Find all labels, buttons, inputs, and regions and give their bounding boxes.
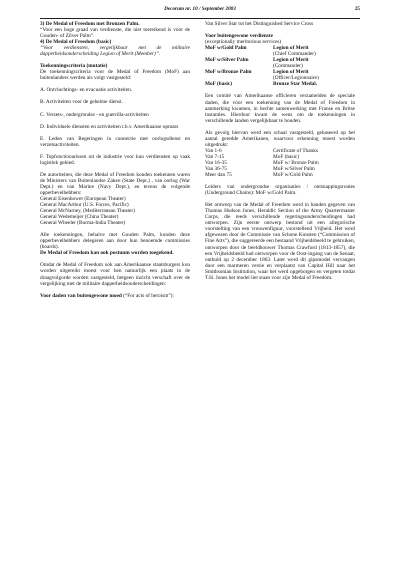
table-cell: MoF w/Bronze Palm [205,69,252,76]
rescue-scale-table [205,148,355,178]
table-cell: MoF w/Gold Palm [273,172,313,179]
table-cell: MoF w/ Bronze Palm [273,159,319,166]
table-cell: Legion of Merit [273,57,309,64]
criteria-intro: De toekenningscriteria voor de Medal of Freedom (MoF) aan buitenlanders werden als volgt vastgesteld: [40,69,190,82]
merit-subheading: (exceptionally meritorious services) [205,39,282,46]
delegation-paragraph: Alle toekenningen, behalve met Gouden Palm, konden deze opperbevelhebbers delegeren aan door hun benoemde commissies (boards). [40,232,190,251]
commander-wheeler: General Wheeler (Burma-India Theater) [40,220,126,227]
commander-wedemeijer: General Wedemeijer (China Theater) [40,214,119,221]
merit-table [205,45,355,87]
criteria-item-f: F. Topfunctionarissen uit de industrie voor hun verdiensten op vaak logistiek gebied. [40,153,190,166]
table-cell: (Commander) [273,63,303,70]
commander-macarthur: General MacArthur (U.S. Forces, Pacific) [40,202,129,209]
table-cell: Legion of Merit [273,69,309,76]
table-cell: Van 36-75 [205,165,227,172]
table-cell: Meer dan 75 [205,172,232,179]
scale-paragraph: Als gevolg hiervan werd een schaal vastgesteld, gebaseerd op het aantal geredde Amerikanen, waarvoor erkenning moest worden uitgedrukt: [205,129,355,148]
table-cell: Certificate of Thanks [273,147,318,154]
heroism-title: Voor daden van buitengewone moed [40,292,122,299]
heroism-subtitle: (“For acts of heroism”): [123,292,174,299]
commander-mcnarney: General McNarney, (Mediterranean Theater) [40,208,135,215]
criteria-item-e: E. Leden van Regeringen in connectie met oorlogsdienst en verzetsactiviteiten. [40,135,190,148]
table-cell: MoF w/Gold Palm [205,45,247,52]
right-column [205,21,355,281]
criteria-item-a: A. Ontvluchtings- en evacuatie activiteiten. [40,87,133,94]
page-header [40,6,360,19]
table-cell: Legion of Merit [273,45,309,52]
committee-paragraph: Een comité van Amerikaanse officieren verzamelden de speciale daden, die voor een toekenning van de Medal of Freedom in aanmerking kwamen, in hechte samenwerking met Franse en Britse instanties. Hierdoor kwam de wens om de toekenningen in verschillende landen vergelijkbaar te houden. [205,93,355,124]
table-cell: Van 16-35 [205,159,227,166]
merit-heading: Voor buitengewone verdienste [205,33,273,40]
heroism-range: Van Silver Star tot het Distinguished Service Cross [205,21,314,27]
basic-description: “Voor verdiensten, vergelijkbaar met de militaire dapperheidsonderscheiding Legion of Merit (Member)”. [40,45,190,58]
table-cell: Van 1-6 [205,147,222,154]
table-cell: MoF w/Silver Palm [273,165,315,172]
table-cell: Bronze Star Medal. [273,81,318,88]
heroism-heading [40,293,190,299]
table-row [205,172,355,178]
posthumous-note: De Medal of Freedom kan ook postuum worden toegekend. [40,250,174,257]
table-cell: (Chief Commander) [273,51,316,58]
table-cell: Van 7-15 [205,153,225,160]
table-cell: MoF (basic) [205,81,233,88]
section-title-basic: 4) De Medal of Freedom (basic) [40,39,112,46]
journal-title: Decorum nr. 10 / September 2003 [164,6,236,12]
table-row [205,81,355,87]
leaders-paragraph: Leiders van ondergrondse organisaties / ontsnappingsroutes (Underground Chains): MoF w/Gold Palm. [205,184,355,197]
criteria-item-d: D. Individuele diensten en activiteiten t.b.v. Amerikaanse opmars [40,123,179,130]
design-paragraph: Het ontwerp van de Medal of Freedom werd in handen gegeven van Thomas Hudson Jones, Heraldic Section of the Army Quartermaster Corps, die reeds verschillende regeringsonderscheidingen had ontworpen. Zijn eerste ontwerp bestond uit een allegorische voorstelling van een vrouwenfiguur, voorstellend Vrijheid. Het werd afgewezen door de Commissie van Schone Kunsten (“Commission of Fine Arts”), die suggereerde een bestaand Vrijheidsbeeld te gebruiken, ontworpen door de beeldhouwer Thomas Crawford (1813-1857), die een Vrijheidsbeeld had ontworpen voor de Oost-ingang van de Senaat, onthuld op 2 december 1863. Later werd dit gipsmodel vervangen door een marmeren versie en verplaatst van Capital Hill naar het Smithsonian Institution, waar het werd opgeborgen en vergeten totdat T.H. Jones het model liet staan voor zijn Medal of Freedom. [205,202,355,281]
commander-eisenhower: General Eisenhower (European Theater) [40,195,126,202]
criteria-item-b: B. Activiteiten voor de geheime dienst. [40,99,123,106]
criteria-heading: Toekenningscriteria (mutatie) [40,63,108,70]
bronze-palm-description: “Voor een hoge graad van verdienste, die niet toereikend is voor de Gouden- of Zilver Palm”. [40,27,190,40]
table-cell: MoF (basic) [273,153,300,160]
table-cell: (Officer/Legionnaire) [273,75,319,82]
authorities-paragraph: De autoriteiten, die deze Medal of Freedom konden toekennen waren de Ministers van Buitenlandse Zaken (State Dept.) , van oorlog (War Dept.) en van Marine (Navy Dept.), en tevens de volgende opperbevelhebbers: [40,171,190,196]
precedence-paragraph: Omdat de Medal of Freedom ook aan Amerikaanse staatsburgers kon worden uitgereikt moest voor hen natuurlijk een plaats in de draagvolgorde worden vastgesteld, hetgeen inzicht verschaft over de vergelijking met de militaire dapperheidsonderscheidingen: [40,262,190,287]
table-cell: MoF w/Silver Palm [205,57,249,64]
left-column [40,21,190,299]
criteria-item-c: C. Verzets-, ondergrondse - en guerrilla-activiteiten [40,111,149,118]
page-number: 25 [354,6,360,12]
section-title-bronze-palm: 3) De Medal of Freedom met Bronzen Palm. [40,21,140,27]
